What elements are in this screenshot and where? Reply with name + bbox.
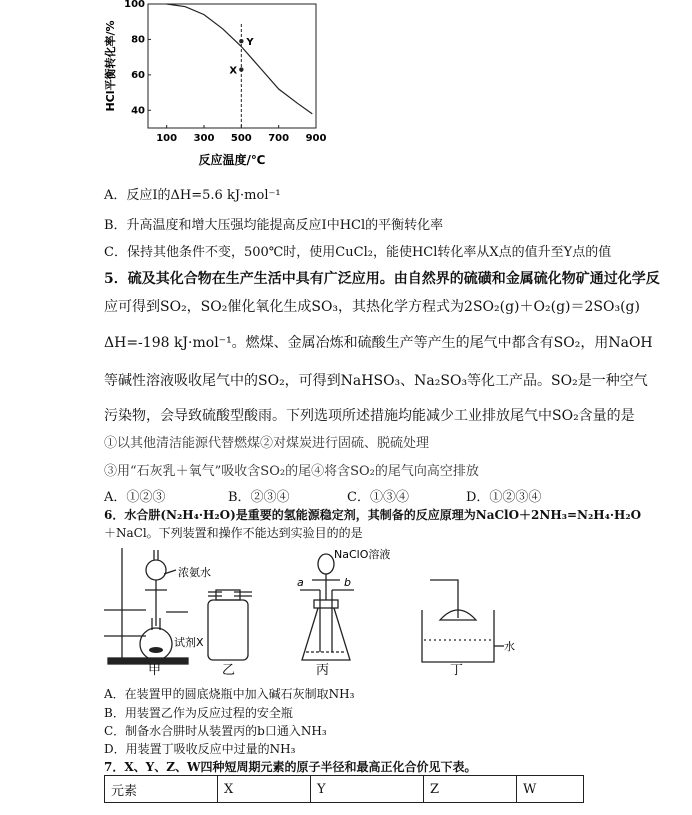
label-yi: 乙: [222, 663, 236, 678]
q5-stem-line1: 5．硫及其化合物在生产生活中具有广泛应用。由自然界的硫磺和金属硫化物矿通过化学反: [104, 271, 660, 287]
q5-option-a: A．①②③: [104, 490, 166, 505]
q5-stem-line3: ΔH=-198 kJ·mol⁻¹。燃煤、金属冶炼和硫酸生产等产生的尾气中都含有SO₂，用NaOH: [104, 335, 653, 351]
q5-stem-line5: 污染物，会导致硫酸型酸雨。下列选项所述措施均能减少工业排放尾气中SO₂含量的是: [104, 408, 635, 424]
y-tick-label: 100: [124, 0, 145, 10]
label-ding: 丁: [450, 663, 464, 678]
apparatus-ding: [422, 580, 504, 662]
q5-item-line2: ③用“石灰乳＋氧气”吸收含SO₂的尾④将含SO₂的尾气向高空排放: [104, 464, 479, 479]
q6-stem-line2: ＋NaCl。下列装置和操作不能达到实验目的的是: [104, 526, 363, 540]
point-y: [239, 39, 243, 43]
table-header-cell: W: [517, 776, 584, 803]
q6-option-b: B．用装置乙作为反应过程的安全瓶: [104, 706, 293, 720]
x-tick-label: 700: [268, 133, 290, 144]
y-tick-label: 60: [131, 69, 145, 81]
apparatus-yi: [208, 590, 252, 660]
y-tick-label: 80: [131, 34, 145, 46]
reagent-marker: [149, 647, 163, 653]
x-axis-label: 反应温度/℃: [198, 153, 266, 167]
q4-option-c: C．保持其他条件不变，500℃时，使用CuCl₂，能使HCl转化率从X点的值升至Y点的值: [104, 245, 612, 260]
q5-option-b: B．②③④: [228, 490, 290, 505]
table-header-cell: X: [218, 776, 311, 803]
q5-item-line1: ①以其他清洁能源代替燃煤②对煤炭进行固硫、脱硫处理: [104, 436, 430, 451]
table-header-cell: Z: [424, 776, 517, 803]
label-naclo: NaClO溶液: [334, 548, 391, 561]
x-tick-label: 900: [305, 133, 327, 144]
x-tick-label: 500: [230, 133, 252, 144]
hcl-conversion-chart: [100, 0, 340, 170]
label-reagent-x: 试剂X: [174, 636, 204, 649]
q5-stem-line2: 应可得到SO₂，SO₂催化氧化生成SO₃，其热化学方程式为2SO₂(g)＋O₂(g)＝2SO₃(g): [104, 299, 640, 315]
table-row: [105, 776, 584, 803]
element-table: [104, 775, 584, 803]
apparatus-bing: [300, 554, 354, 660]
series-line: [167, 4, 313, 114]
q6-option-d: D．用装置丁吸收反应中过量的NH₃: [104, 742, 296, 756]
y-axis-label: HCl平衡转化率/%: [104, 20, 117, 112]
y-tick-label: 40: [131, 105, 145, 117]
q6-option-a: A．在装置甲的圆底烧瓶中加入碱石灰制取NH₃: [104, 687, 355, 701]
point-x: [239, 67, 243, 71]
x-tick-label: 300: [193, 133, 215, 144]
label-jia: 甲: [148, 663, 162, 678]
q4-option-a: A．反应Ⅰ的ΔH=5.6 kJ·mol⁻¹: [104, 188, 281, 203]
label-b: b: [344, 576, 351, 589]
q6-stem-line1: 6．水合肼(N₂H₄·H₂O)是重要的氢能源稳定剂，其制备的反应原理为NaClO＋2NH₃=N₂H₄·H₂O: [104, 508, 642, 522]
table-header-cell: Y: [311, 776, 424, 803]
point-label-x: X: [229, 65, 238, 77]
label-bing: 丙: [316, 663, 330, 678]
apparatus-figure: [100, 540, 520, 680]
point-label-y: Y: [246, 37, 254, 49]
q5-option-c: C．①③④: [347, 490, 409, 505]
q4-option-b: B．升高温度和增大压强均能提高反应Ⅰ中HCl的平衡转化率: [104, 218, 444, 233]
x-tick-label: 100: [156, 133, 178, 144]
label-water: 水: [504, 640, 515, 653]
q5-stem-line4: 等碱性溶液吸收尾气中的SO₂，可得到NaHSO₃、Na₂SO₃等化工产品。SO₂是一种空气: [104, 373, 648, 389]
q6-option-c: C．制备水合肼时从装置丙的b口通入NH₃: [104, 724, 327, 738]
label-ammonia: 浓氨水: [178, 566, 211, 579]
label-a: a: [297, 576, 304, 589]
table-header-cell: 元素: [105, 776, 218, 803]
q7-stem: 7．X、Y、Z、W四种短周期元素的原子半径和最高正化合价见下表。: [104, 760, 477, 774]
q5-option-d: D．①②③④: [466, 490, 542, 505]
